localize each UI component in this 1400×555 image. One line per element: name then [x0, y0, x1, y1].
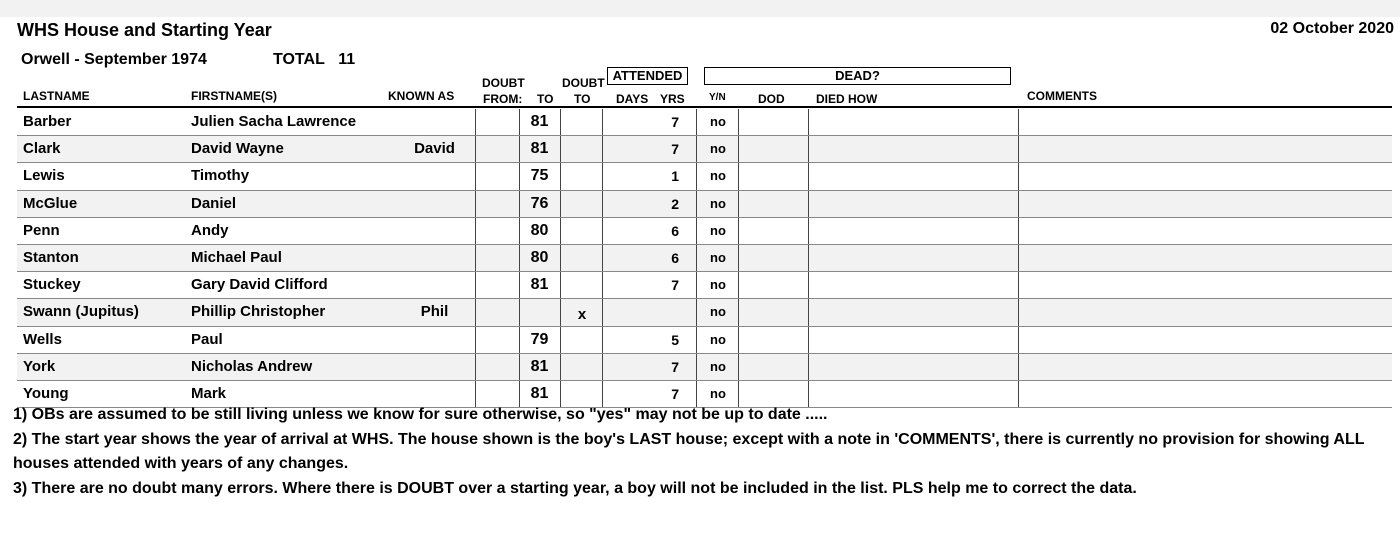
cell-doubt-to — [562, 357, 602, 383]
cell-to-year: 81 — [530, 276, 549, 294]
col-header-yn: Y/N — [709, 92, 726, 101]
report-date: 02 October 2020 — [1270, 20, 1394, 37]
column-divider — [1018, 191, 1019, 217]
cell-to-year — [520, 299, 559, 325]
cell-firstname: Julien Sacha Lawrence — [191, 113, 357, 130]
cell-known-as — [400, 218, 469, 244]
cell-lastname: Wells — [23, 330, 62, 348]
cell-firstname: Nicholas Andrew — [191, 357, 313, 375]
col-header-attended: ATTENDED — [607, 67, 688, 85]
column-divider — [475, 163, 476, 189]
cell-dead-yn: no — [710, 168, 726, 184]
cell-to-year: 80 — [530, 221, 549, 239]
column-divider — [808, 245, 809, 271]
column-divider — [560, 272, 561, 298]
column-divider — [560, 354, 561, 380]
cell-known-as — [400, 109, 469, 135]
table-row — [17, 245, 1392, 272]
cell-lastname: Barber — [23, 113, 72, 130]
column-divider — [696, 163, 697, 189]
cell-known-as — [400, 327, 469, 353]
column-divider — [602, 272, 603, 298]
cell-years-attended — [645, 299, 679, 325]
column-divider — [696, 299, 697, 325]
column-divider — [1018, 299, 1019, 325]
cell-dead-yn: no — [710, 304, 726, 320]
cell-doubt-to — [562, 275, 602, 301]
column-divider — [602, 299, 603, 325]
column-divider — [1018, 272, 1019, 298]
column-divider — [602, 191, 603, 217]
column-divider — [602, 218, 603, 244]
col-header-doubt-to-top: DOUBT — [562, 76, 605, 90]
column-divider — [560, 191, 561, 217]
column-divider — [808, 354, 809, 380]
column-divider — [1018, 218, 1019, 244]
header-rule — [17, 106, 1392, 108]
cell-firstname: Phillip Christopher — [191, 303, 326, 321]
table-row — [17, 191, 1392, 218]
cell-doubt-to — [562, 139, 602, 165]
column-divider — [738, 136, 739, 162]
column-divider — [602, 136, 603, 162]
column-divider — [696, 245, 697, 271]
table-row — [17, 299, 1392, 326]
cell-firstname: Daniel — [191, 194, 237, 212]
cell-to-year: 81 — [530, 384, 549, 402]
cell-years-attended: 1 — [671, 168, 679, 185]
table-row — [17, 218, 1392, 245]
cell-lastname: Stanton — [23, 248, 79, 266]
column-divider — [475, 218, 476, 244]
cell-to-year: 81 — [530, 140, 549, 158]
cell-dead-yn: no — [710, 249, 726, 265]
cell-known-as — [400, 272, 469, 298]
col-header-dead: DEAD? — [704, 67, 1011, 85]
cell-doubt-to — [562, 194, 602, 220]
cell-to-year: 79 — [530, 330, 549, 348]
cell-years-attended: 7 — [671, 141, 679, 158]
column-divider — [696, 218, 697, 244]
cell-firstname: David Wayne — [191, 140, 284, 158]
column-divider — [602, 109, 603, 135]
cell-firstname: Mark — [191, 384, 227, 402]
column-divider — [602, 163, 603, 189]
column-divider — [475, 299, 476, 325]
column-divider — [560, 109, 561, 135]
cell-years-attended: 7 — [671, 277, 679, 294]
column-divider — [1018, 136, 1019, 162]
cell-firstname: Andy — [191, 221, 229, 239]
col-header-lastname: LASTNAME — [23, 89, 90, 103]
column-divider — [808, 163, 809, 189]
column-divider — [475, 245, 476, 271]
column-divider — [602, 245, 603, 271]
column-divider — [602, 327, 603, 353]
cell-lastname: Swann (Jupitus) — [23, 303, 139, 321]
top-bar — [0, 0, 1400, 17]
cell-doubt-to — [562, 330, 602, 356]
cell-firstname: Paul — [191, 330, 223, 348]
column-divider — [696, 191, 697, 217]
cell-lastname: Clark — [23, 140, 61, 158]
column-divider — [475, 327, 476, 353]
col-header-doubt-to-bottom: TO — [574, 92, 591, 106]
cell-dead-yn: no — [710, 331, 726, 347]
students-table — [17, 109, 1392, 408]
cell-to-year: 81 — [530, 113, 549, 130]
column-divider — [1018, 245, 1019, 271]
column-divider — [738, 327, 739, 353]
cell-dead-yn: no — [710, 195, 726, 211]
col-header-yrs: YRS — [660, 92, 685, 106]
house-subtitle: Orwell - September 1974 — [21, 51, 207, 68]
col-header-comments: COMMENTS — [1027, 89, 1097, 103]
col-header-doubt-from-bottom: FROM: — [483, 92, 523, 106]
cell-years-attended: 6 — [671, 222, 679, 239]
column-divider — [475, 109, 476, 135]
column-divider — [738, 109, 739, 135]
cell-dead-yn: no — [710, 114, 726, 129]
total-count — [273, 51, 355, 69]
table-row — [17, 327, 1392, 354]
column-divider — [738, 163, 739, 189]
table-row — [17, 272, 1392, 299]
cell-known-as: Phil — [420, 303, 449, 321]
column-divider — [1018, 354, 1019, 380]
cell-dead-yn: no — [710, 222, 726, 238]
column-divider — [808, 272, 809, 298]
column-divider — [560, 218, 561, 244]
column-divider — [696, 272, 697, 298]
cell-lastname: Penn — [23, 221, 60, 239]
total-value: 11 — [338, 51, 356, 68]
column-divider — [475, 272, 476, 298]
footnote-1: 1) OBs are assumed to be still living unless we know for sure otherwise, so "yes" may not be up to date ..... — [13, 406, 828, 423]
table-row — [17, 136, 1392, 163]
column-divider — [738, 191, 739, 217]
column-divider — [738, 354, 739, 380]
total-label: TOTAL — [273, 51, 325, 68]
col-header-to: TO — [537, 92, 554, 106]
column-divider — [560, 327, 561, 353]
cell-known-as — [400, 245, 469, 271]
col-header-known-as: KNOWN AS — [388, 89, 455, 103]
column-divider — [475, 191, 476, 217]
column-divider — [738, 272, 739, 298]
cell-doubt-to — [562, 221, 602, 247]
cell-lastname: Stuckey — [23, 276, 81, 294]
column-divider — [560, 299, 561, 325]
col-header-died-how: DIED HOW — [816, 92, 878, 106]
cell-known-as — [400, 354, 469, 380]
page-title: WHS House and Starting Year — [17, 20, 272, 40]
cell-to-year: 76 — [530, 194, 549, 212]
footnotes — [13, 403, 1393, 501]
cell-firstname: Gary David Clifford — [191, 276, 328, 294]
cell-lastname: McGlue — [23, 194, 78, 212]
column-divider — [808, 299, 809, 325]
cell-years-attended: 2 — [671, 195, 679, 212]
column-divider — [560, 136, 561, 162]
col-header-firstname: FIRSTNAME(S) — [191, 89, 277, 103]
column-divider — [696, 327, 697, 353]
column-divider — [1018, 109, 1019, 135]
cell-dead-yn: no — [710, 358, 726, 374]
cell-known-as — [400, 191, 469, 217]
cell-years-attended: 6 — [671, 249, 679, 266]
cell-to-year: 81 — [530, 357, 549, 375]
column-divider — [808, 218, 809, 244]
column-divider — [696, 109, 697, 135]
footnote-2: 2) The start year shows the year of arrival at WHS. The house shown is the boy's LAST house; except with a note in 'COMMENTS', there is currently no provision for showing ALL houses attended with years of any changes. — [13, 430, 1365, 472]
column-divider — [696, 136, 697, 162]
cell-dead-yn: no — [710, 385, 726, 401]
cell-doubt-to: x — [577, 306, 587, 324]
column-divider — [738, 218, 739, 244]
cell-years-attended: 7 — [671, 358, 679, 375]
cell-years-attended: 7 — [671, 114, 679, 130]
column-divider — [560, 163, 561, 189]
cell-to-year: 75 — [530, 167, 549, 185]
footnote-3: 3) There are no doubt many errors. Where there is DOUBT over a starting year, a boy will not be included in the list. PLS help me to correct the data. — [13, 479, 1137, 497]
cell-firstname: Michael Paul — [191, 248, 282, 266]
table-row — [17, 354, 1392, 381]
cell-doubt-to — [562, 248, 602, 274]
column-divider — [808, 191, 809, 217]
column-divider — [808, 327, 809, 353]
table-row — [17, 163, 1392, 190]
cell-dead-yn: no — [710, 141, 726, 157]
cell-known-as: David — [414, 140, 455, 158]
cell-lastname: Lewis — [23, 167, 65, 185]
cell-doubt-to — [562, 166, 602, 192]
cell-doubt-to — [562, 112, 602, 138]
column-divider — [738, 245, 739, 271]
cell-lastname: Young — [23, 384, 69, 402]
column-divider — [602, 354, 603, 380]
column-divider — [696, 354, 697, 380]
column-divider — [475, 136, 476, 162]
column-divider — [738, 299, 739, 325]
column-divider — [808, 109, 809, 135]
cell-dead-yn: no — [710, 277, 726, 293]
column-divider — [1018, 163, 1019, 189]
cell-to-year: 80 — [530, 248, 549, 266]
col-header-doubt-from-top: DOUBT — [482, 76, 525, 90]
column-divider — [560, 245, 561, 271]
col-header-dod: DOD — [758, 92, 785, 106]
col-header-days: DAYS — [616, 92, 649, 106]
cell-lastname: York — [23, 357, 56, 375]
cell-years-attended: 7 — [671, 385, 679, 402]
cell-years-attended: 5 — [671, 331, 679, 348]
cell-firstname: Timothy — [191, 167, 250, 185]
column-divider — [475, 354, 476, 380]
table-row — [17, 109, 1392, 136]
column-divider — [808, 136, 809, 162]
column-divider — [1018, 327, 1019, 353]
cell-known-as — [400, 163, 469, 189]
